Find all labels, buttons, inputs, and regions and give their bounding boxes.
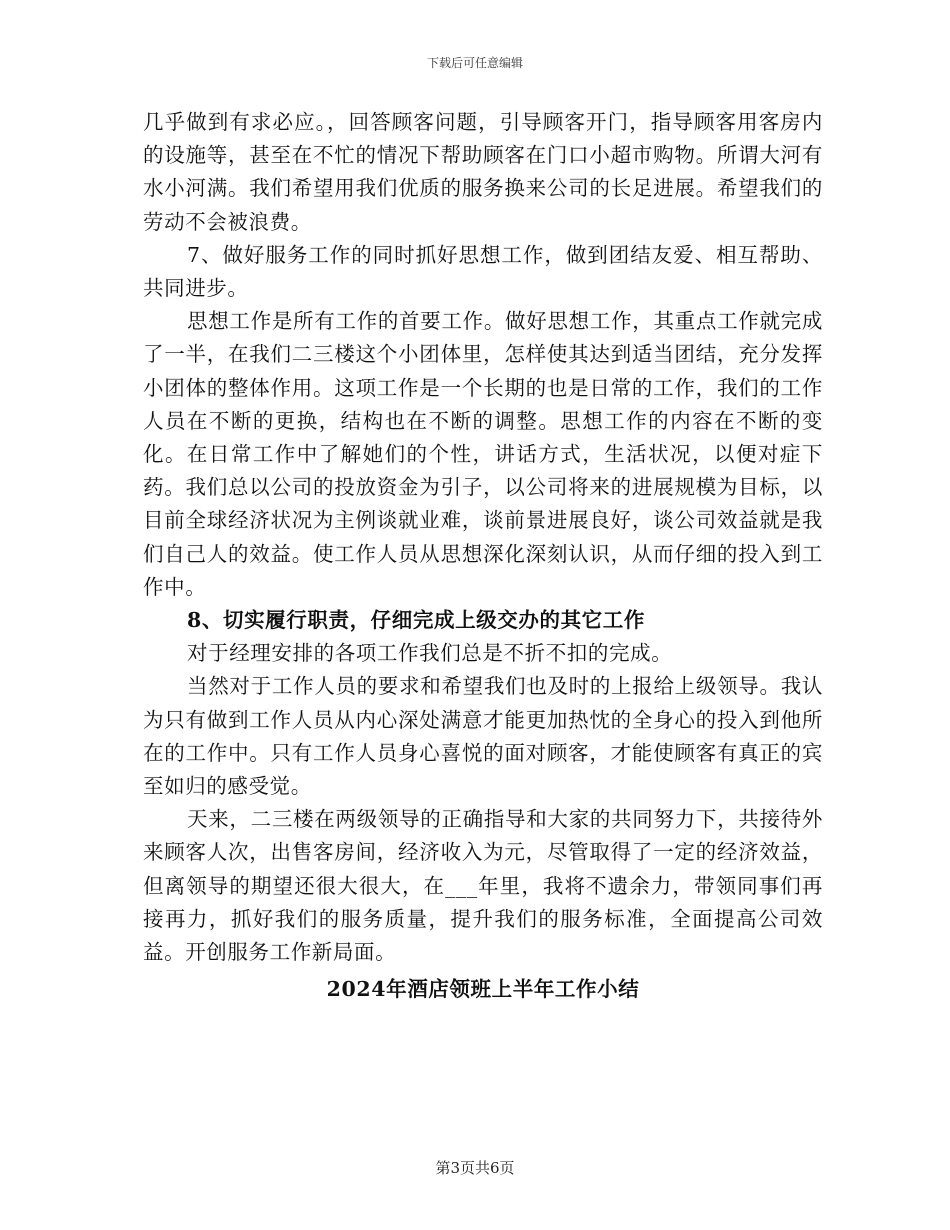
paragraph-continuation: 几乎做到有求必应。，回答顾客问题，引导顾客开门，指导顾客用客房内的设施等，甚至在不忙的情况下帮助顾客在门口小超市购物。所谓大河有水小河满。我们希望用我们优质的服务换来公司的长足进展。希望我们的劳动不会被浪费。	[143, 110, 823, 234]
paragraph-item-7: 7、做好服务工作的同时抓好思想工作，做到团结友爱、相互帮助、共同进步。	[143, 242, 823, 301]
heading-item-8: 8、切实履行职责，仔细完成上级交办的其它工作	[187, 608, 645, 633]
section-title: 2024年酒店领班上半年工作小结	[326, 977, 640, 1002]
page-footer: 第3页共6页	[435, 1159, 515, 1177]
paragraph-manager-tasks: 对于经理安排的各项工作我们总是不折不扣的完成。	[187, 641, 673, 666]
paragraph-summary: 天来，二三楼在两级领导的正确指导和大家的共同努力下，共接待外来顾客人次，出售客房间，经济收入为元，尽管取得了一定的经济效益，但离领导的期望还很大很大，在___年里，我将不遗余力，带领同事们再接再力，抓好我们的服务质量，提升我们的服务标准，全面提高公司效益。开创服务工作新局面。	[143, 807, 823, 965]
paragraph-staff-requests: 当然对于工作人员的要求和希望我们也及时的上报给上级领导。我认为只有做到工作人员从内心深处满意才能更加热忱的全身心的投入到他所在的工作中。只有工作人员身心喜悦的面对顾客，才能使顾客有真正的宾至如归的感受觉。	[143, 674, 823, 799]
document-body	[143, 106, 823, 1006]
paragraph-thought-work: 思想工作是所有工作的首要工作。做好思想工作，其重点工作就完成了一半，在我们二三楼这个小团体里，怎样使其达到适当团结，充分发挥小团体的整体作用。这项工作是一个长期的也是日常的工作，我们的工作人员在不断的更换，结构也在不断的调整。思想工作的内容在不断的变化。在日常工作中了解她们的个性，讲话方式，生活状况，以便对症下药。我们总以公司的投放资金为引子，以公司将来的进展规模为目标，以目前全球经济状况为主例谈就业难，谈前景进展良好，谈公司效益就是我们自己人的效益。使工作人员从思想深化深刻认识，从而仔细的投入到工作中。	[143, 309, 823, 599]
page-header: 下载后可任意编辑	[426, 56, 523, 70]
